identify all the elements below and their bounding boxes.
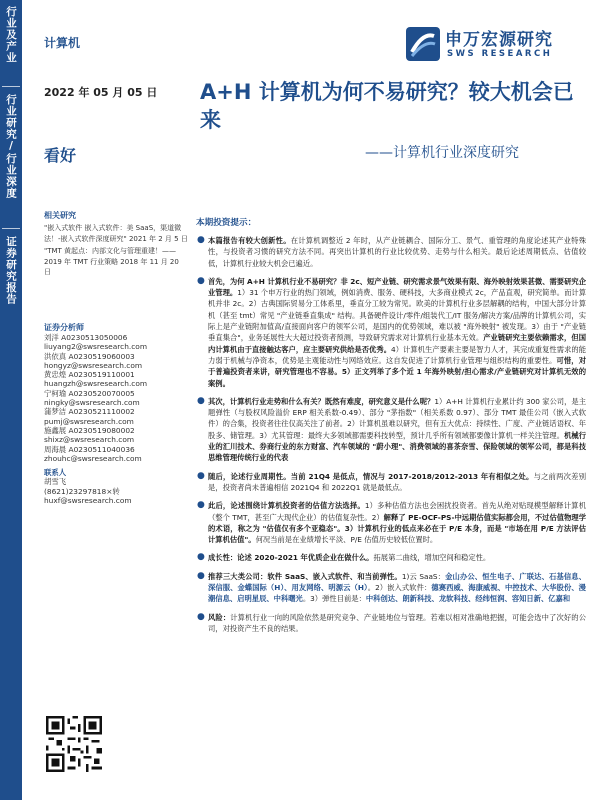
bullet-icon: ● — [197, 611, 205, 622]
industry-label: 计算机 — [44, 36, 81, 50]
bullet-icon: ● — [197, 552, 205, 563]
analyst-email[interactable]: huangzh@swsresearch.com — [44, 379, 148, 389]
investment-point: ● 风险：计算机行业一向的风险依然是研究竞争、产业链地位与管理。若难以相对准确地把握，可能会选中了次好的公司，对投资产生不良的结果。 — [197, 611, 587, 633]
sws-logo — [405, 24, 575, 66]
investment-point: ● 成长性：论述 2020-2021 年优质企业在做什么。拓展第二曲线，增加空间和稳定性。 — [197, 552, 491, 563]
analyst-entry: 周海晨 A0230511040036 — [44, 444, 135, 454]
analyst-email[interactable]: shixz@swsresearch.com — [44, 435, 135, 445]
analyst-entry: 刘洋 A0230513050006 — [44, 333, 128, 342]
logo-text-en: SWS RESEARCH — [447, 49, 553, 59]
analyst-entry: 黄忠煌 A0230519110001 — [44, 370, 135, 380]
analyst-email[interactable]: zhouhc@swsresearch.com — [44, 453, 142, 463]
report-title: A+H 计算机为何不易研究？较大机会已来 — [200, 80, 574, 132]
analysts-heading: 证券分析师 — [44, 323, 84, 332]
analyst-entry: 洪依真 A0230519060003 — [44, 351, 135, 361]
bullet-icon: ● — [197, 235, 205, 245]
report-date: 2022 年 05 月 05 日 — [44, 86, 158, 99]
analyst-entry: 宁柯瑜 A0230520070005 — [44, 388, 135, 398]
rating-badge: 看好 — [44, 146, 77, 165]
logo-text-cn: 申万宏源研究 — [445, 30, 553, 50]
sidebar-divider — [2, 86, 20, 87]
bullet-icon: ● — [197, 470, 205, 481]
bullet-icon: ● — [197, 275, 205, 286]
sidebar-item-securities-report: 证券研究报告 — [5, 236, 17, 305]
sidebar-item-report-type: 行业研究/行业深度 — [5, 94, 17, 199]
report-subtitle: ——计算机行业深度研究 — [365, 145, 519, 161]
analyst-list — [44, 333, 184, 505]
analyst-entry: 施鑫展 A0230519080002 — [44, 425, 135, 435]
bullet-icon: ● — [197, 570, 205, 581]
analyst-email[interactable]: pumj@swsresearch.com — [44, 416, 134, 426]
qr-code-icon — [46, 716, 102, 772]
investment-point: ● 此后，论述围绕计算机投资者的估值方法选择。1）多种估值方法也会困扰投资者。首先从绝对贴现模型解释计算机（整个 TMT，甚至广大现代企业）的估值复杂性。2）解释了 PE-OCF-PS-中远期估值实际都会用，不过估值物理学的术语，称之为 "估值仅有多个亚稳态"。3）计算机行业的低点来必在于 P/E 本身，而是 "市场在用 P/E 方法评估计算机估值"。何况当前是在业绩增长平淡、P/E 估值历史较低位置时。 — [197, 500, 587, 545]
contact-phone: (8621)23297818×转 — [44, 486, 120, 496]
contact-name: 胡雪飞 — [44, 477, 67, 487]
sidebar-item-industry: 行业及产业 — [5, 6, 17, 64]
related-research-item[interactable]: "TMT 黄起点：内部文化与管理重建！——2019 年 TMT 行业策略 2018 年 11 月 20 日 — [44, 247, 179, 276]
analyst-email[interactable]: ningky@swsresearch.com — [44, 398, 140, 408]
body-heading: 本期投资提示： — [196, 218, 257, 228]
related-research-heading: 相关研究 — [44, 211, 76, 220]
investment-point: ● 其次，计算机行业走势和什么有关？既然有难度，研究意义是什么呢？1）A+H 计算机行业累计约 300 家公司，是主题弹性（与股权风险溢价 ERP 相关系数-0.49）、部分 "茅指数"（相关系数 0.97）、部分 TMT 最佳公司（嵌入式软件）的合集，投资者往往仅高关注了前者。2）计算机虽难以研究，但有五大优点：持续性、广度、产业链话语权、年股多、储管理。3）尤其管理：最终大多领域都需要科技转型，预计几乎所有领域都要像计算机一样关注管理。机械行业的汇川技术、券商行业的东方财富、汽车领域的 "蔚小理"、消费领域的喜茶奈雪、保险领域的领军公司，都是科技思维管理传统行业的代表 — [197, 395, 587, 463]
analyst-email[interactable]: hongyz@swsresearch.com — [44, 360, 143, 370]
related-research-item[interactable]: "嵌入式软件 嵌入式软件：美 SaaS，渠道微法！-嵌入式软件深度研究" 2021 年 2 月 5 日 — [44, 224, 188, 243]
sidebar — [0, 0, 22, 800]
investment-point: ● 随后，论述行业周期性。当前 21Q4 是低点，情况与 2017-2018/2012-2013 年有相似之处。与之前两次差别是，投资者尚未普遍相信 2021Q4 和 2022Q1 就是最低点。 — [197, 470, 586, 492]
analyst-email[interactable]: liuyang2@swsresearch.com — [44, 342, 148, 352]
investment-point: ● 本篇报告有较大创新性。在计算机调整近 2 年时，从产业链耦合、国际分工、景气、重管理的角度论述其产业特殊性，与投资者习惯的研究方法不同。再突出计算机的行业比较优势、走势与什么相关。最后论述周期低点、估值较低，计算机行业较大机会已遍近。 — [197, 235, 587, 268]
investment-point: ● 首先，为何 A+H 计算机行业不易研究？非 2c、短产业链、研究需求景气效果有限、海外映射效果甚微、需要研究企业管理。1）31 个申万行业的热门领域，例如消费、服务、硬科技，大多商业模式 2c，产品直观，研究简单。而计算机并非 2c。2）古典国际贸易分工体系里，垂直分工较为常见。欧美的计算机行业多层解耦的结构，中国大部分计算机（甚至 tmt）常见 "产业链垂直集成" 结构。具备硬件设计/零件/组装代工/IT 服务/解决方案/品牌的计算机公司，实际上是产业链附加值高/直接面向客户的领军公司，是国内的优势领域，难以被 "海外映射" 被发现。3）由于 "产业链垂直集合"，业务延展性大大超过投资者预测，导致研究需求对计算机行业基本无效。产业链研究主要依赖需求，但国内计算机由于直接触达客户，应主要研究供给是否优秀。4）计算机生产要素主要是智力人才，其完成重复性需求的能力弱于机械与净资本，优势是主观能动性与网络效应。这自发促进了计算机行业管理与组织结构的重要性。可惜，对于普遍投资者来讲，研究管理也不容易。5）正文列举了多个近 1 年海外映射/担心需求/产业链研究对计算机无效的案例。 — [197, 275, 587, 388]
contact-email[interactable]: huxf@swsresearch.com — [44, 496, 132, 506]
report-body — [196, 216, 586, 641]
bullet-icon: ● — [197, 500, 205, 511]
investment-point: ● 推荐三大类公司：软件 SaaS、嵌入式软件、和当前弹性。1)云 SaaS：金山办公、恒生电子、广联达、石基信息、深信服、金蝶国际（H）、用友网络、明源云（H）。2）嵌入式软件：德赛西威、海康威视、中控技术、大华股份、漫潮信息、启明星辰、中科曙光。3）弹性目前是：中科创达、朗新科技、龙软科技、经纬恒润、容知日新、亿嘉和 — [197, 570, 587, 604]
sws-logo-icon — [405, 26, 441, 62]
analyst-entry: 蒲梦洁 A0230521110002 — [44, 407, 135, 417]
bullet-icon: ● — [197, 395, 205, 406]
sidebar-divider — [2, 228, 20, 229]
related-research-list — [44, 223, 188, 280]
contact-heading: 联系人 — [44, 468, 67, 478]
